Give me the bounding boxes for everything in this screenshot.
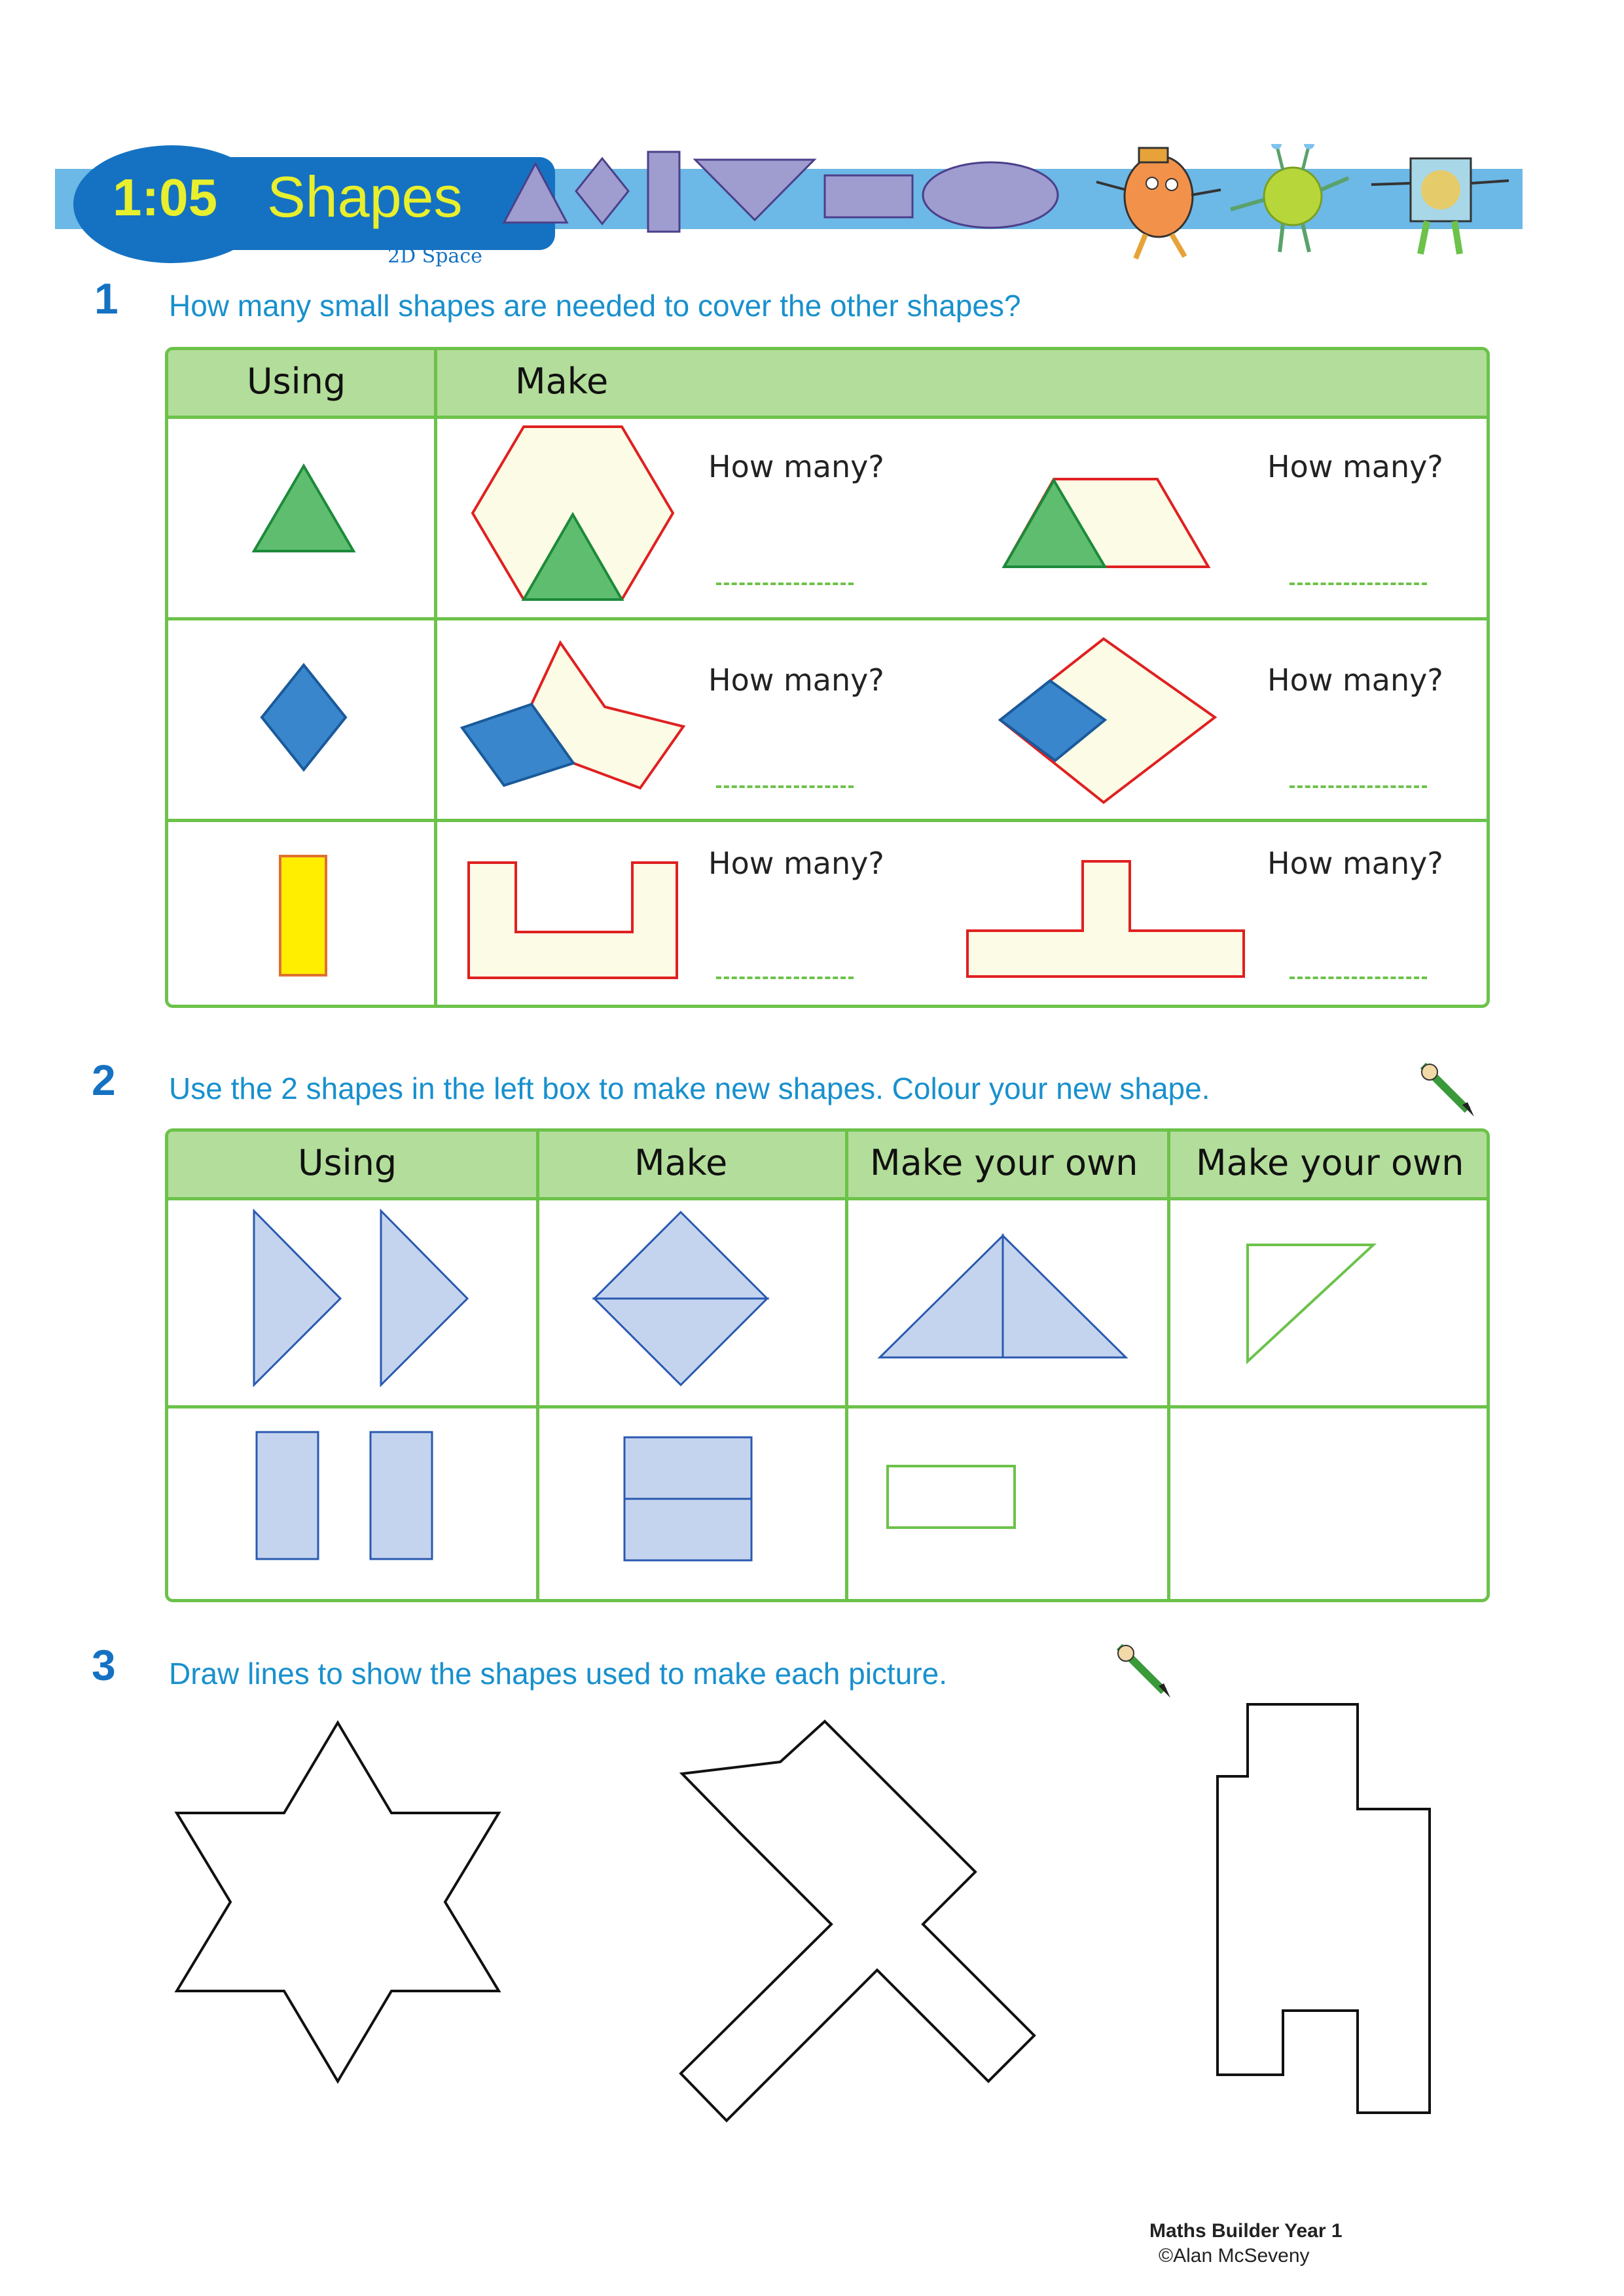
- question-1-text: How many small shapes are needed to cover the other shapes?: [169, 289, 1021, 323]
- col-header-make-your-own: Make your own: [1196, 1142, 1464, 1183]
- how-many-label: How many?: [708, 846, 884, 881]
- small-rectangle: [280, 856, 326, 975]
- question-3-number: 3: [92, 1641, 116, 1689]
- how-many-label: How many?: [708, 449, 884, 484]
- question-2-text: Use the 2 shapes in the left box to make new shapes. Colour your new shape.: [169, 1071, 1210, 1105]
- how-many-label: How many?: [708, 662, 884, 698]
- col-header-make-your-own: Make your own: [870, 1142, 1138, 1183]
- col-header-using: Using: [298, 1142, 397, 1183]
- footer-copyright: ©Alan McSeveny: [1159, 2245, 1310, 2267]
- lesson-number: 1:05: [113, 168, 218, 226]
- col-header-make: Make: [515, 361, 609, 402]
- small-triangle: [254, 466, 353, 551]
- small-rhombus: [262, 665, 346, 770]
- question-3-text: Draw lines to show the shapes used to make each picture.: [169, 1657, 947, 1691]
- u-shape: [469, 863, 677, 978]
- question-3-pictures: [0, 1689, 1624, 2173]
- footer-book-title: Maths Builder Year 1: [1149, 2220, 1343, 2242]
- t-shape: [967, 861, 1244, 977]
- page-title: Shapes: [267, 164, 463, 229]
- cross-picture[interactable]: [681, 1721, 1034, 2121]
- question-1-shapes: [0, 0, 1624, 1021]
- how-many-label: How many?: [1267, 449, 1443, 484]
- how-many-label: How many?: [1267, 662, 1443, 698]
- question-1-number: 1: [94, 274, 118, 323]
- page-subtitle: 2D Space: [388, 245, 482, 268]
- block-picture[interactable]: [1218, 1704, 1430, 2113]
- how-many-label: How many?: [1267, 846, 1443, 881]
- col-header-using: Using: [247, 361, 346, 402]
- question-2-number: 2: [92, 1056, 116, 1104]
- question-2-shapes: [0, 1021, 1624, 1610]
- col-header-make: Make: [634, 1142, 728, 1183]
- star-picture[interactable]: [177, 1723, 499, 2081]
